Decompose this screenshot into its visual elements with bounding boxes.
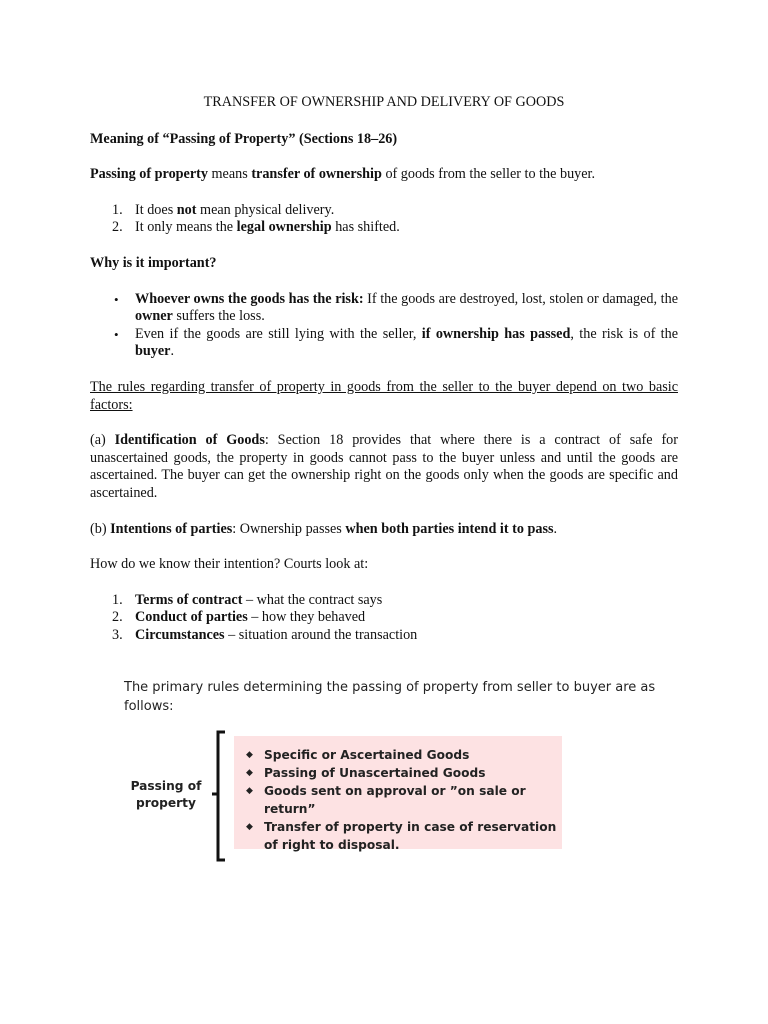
rule-item: ◆ Passing of Unascertained Goods xyxy=(246,766,486,780)
list-item: • Even if the goods are still lying with the seller, if ownership has passed, the risk is of the buyer. xyxy=(114,325,679,360)
document-body xyxy=(90,94,678,644)
list-item: • Whoever owns the goods has the risk: If the goods are destroyed, lost, stolen or damaged, the owner suffers the loss. xyxy=(114,290,678,325)
rule-item: ◆ Specific or Ascertained Goods xyxy=(246,748,470,762)
factor-b: (b) Intentions of parties: Ownership passes when both parties intend it to pass. xyxy=(90,520,558,537)
section-heading: Meaning of “Passing of Property” (Sections 18–26) xyxy=(90,130,398,147)
rule-item: ◆ Goods sent on approval or ”on sale or return” xyxy=(246,784,526,816)
intention-question: How do we know their intention? Courts look at: xyxy=(90,556,369,573)
factor-a: (a) Identification of Goods: Section 18 provides that where there is a contract of safe for unascertained goods, the property in goods cannot pass to the buyer unless and until the goods are ascertained. The buyer can get the ownership right on the goods only when the goods are specific and ascertained. xyxy=(90,432,678,501)
list-item: 3. Circumstances – situation around the transaction xyxy=(112,626,418,643)
figure-label: Passing of property xyxy=(130,779,202,810)
meaning-list xyxy=(90,202,678,237)
bracket-icon xyxy=(210,730,230,862)
diamond-icon: ◆ xyxy=(246,786,253,796)
diamond-icon: ◆ xyxy=(246,822,253,832)
diamond-icon: ◆ xyxy=(246,768,253,778)
rule-item: ◆ Transfer of property in case of reservation of right to disposal. xyxy=(246,820,557,852)
list-item: 1. It does not mean physical delivery. xyxy=(112,201,335,218)
why-heading: Why is it important? xyxy=(90,254,217,271)
figure-heading: The primary rules determining the passing of property from seller to buyer are as follows: xyxy=(124,680,656,714)
diamond-icon: ◆ xyxy=(246,750,253,760)
intention-list xyxy=(90,592,678,645)
document-title: TRANSFER OF OWNERSHIP AND DELIVERY OF GOODS xyxy=(203,94,565,110)
list-item: 1. Terms of contract – what the contract says xyxy=(112,591,383,608)
why-list xyxy=(90,291,678,361)
intro-paragraph: Passing of property means transfer of ownership of goods from the seller to the buyer. xyxy=(90,166,596,183)
list-item: 2. Conduct of parties – how they behaved xyxy=(112,609,366,626)
list-item: 2. It only means the legal ownership has shifted. xyxy=(112,219,400,236)
bullet-icon: • xyxy=(114,291,119,307)
rules-box xyxy=(234,736,562,852)
bullet-icon: • xyxy=(114,326,119,342)
rules-intro: The rules regarding transfer of property in goods from the seller to the buyer depend on two basic factors: xyxy=(90,378,678,413)
rules-figure xyxy=(118,676,678,866)
